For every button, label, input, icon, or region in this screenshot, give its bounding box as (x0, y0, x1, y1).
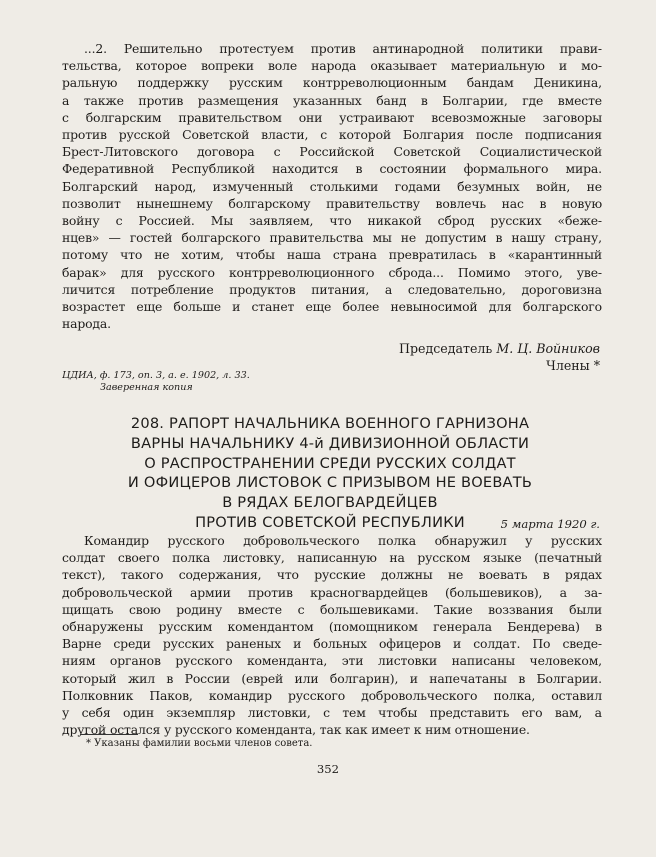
heading-line: И ОФИЦЕРОВ ЛИСТОВОК С ПРИЗЫВОМ НЕ ВОЕВАТЬ (127, 474, 533, 492)
text-line: текст), такого содержания, что русские должны не воевать в рядах (62, 567, 602, 583)
text-line: солдат своего полка листовку, написанную на русском языке (печатный (62, 550, 602, 566)
heading-line: ВАРНЫ НАЧАЛЬНИКУ 4-й ДИВИЗИОННОЙ ОБЛАСТИ (130, 434, 530, 452)
text-line: барак» для русского контрреволюционного сброда... Помимо этого, уве- (62, 264, 602, 280)
signature-members: Члены * (546, 358, 600, 373)
page-number: 352 (316, 762, 340, 776)
document-date: 5 марта 1920 г. (500, 517, 600, 531)
archive-copy-note: Заверенная копия (100, 382, 193, 393)
text-line: Болгарский народ, измученный столькими годами безумных войн, не (62, 178, 602, 194)
text-line: народа. (62, 316, 111, 332)
heading-line: О РАСПРОСТРАНЕНИИ СРЕДИ РУССКИХ СОЛДАТ (144, 454, 516, 472)
text-line: нцев» — гостей болгарского правительства мы не допустим в нашу страну, (62, 230, 602, 246)
footnote-rule (80, 734, 138, 735)
text-line: потому что не хотим, чтобы наша страна превратилась в «карантинный (62, 247, 602, 263)
text-line: позволит нынешнему болгарскому правительству вовлечь нас в новую (62, 195, 602, 211)
resolution-paragraph (62, 40, 602, 332)
text-line: Федеративной Республикой находится в состоянии формального мира. (62, 161, 602, 177)
text-line: щищать свою родину вместе с большевиками. Такие воззвания были (62, 601, 602, 617)
text-line: войну с Россией. Мы заявляем, что никакой сброд русских «беже- (62, 213, 602, 229)
signature-title: Председатель (398, 341, 493, 356)
archive-reference: ЦДИА, ф. 173, оп. 3, а. е. 1902, л. 33. (62, 370, 250, 381)
text-line: добровольческой армии против красногвардейцев (большевиков), а за- (62, 584, 602, 600)
text-line: Брест-Литовского договора с Российской Советской Социалистической (62, 144, 602, 160)
text-line: Командир русского добровольческого полка обнаружил у русских (84, 533, 602, 548)
heading-line: ПРОТИВ СОВЕТСКОЙ РЕСПУБЛИКИ (195, 513, 465, 531)
text-line: а также против размещения указанных банд в Болгарии, где вместе (62, 92, 602, 108)
text-line: тельства, которое вопреки воле народа оказывает материальную и мо- (62, 58, 602, 74)
text-line: возрастет еще больше и станет еще более невыносимой для болгарского (62, 299, 602, 315)
signature-name: М. Ц. Войников (496, 341, 600, 356)
text-line: у себя один экземпляр листовки, с тем чтобы представить его вам, а (62, 705, 602, 721)
text-line: ниям органов русского коменданта, эти листовки написаны человеком, (62, 653, 602, 669)
text-line: обнаружены русским комендантом (помощником генерала Бендерева) в (62, 619, 602, 635)
text-line: с болгарским правительством они устраивают всевозможные заговоры (62, 109, 602, 125)
text-line: Варне среди русских раненых и больных офицеров и солдат. По сведе- (62, 636, 602, 652)
signature-chairman (399, 340, 600, 358)
footnote: * Указаны фамилии восьми членов совета. (86, 738, 313, 749)
text-line: ...2. Решительно протестуем против антинародной политики прави- (84, 41, 602, 56)
text-line: ральную поддержку русским контрреволюционным бандам Деникина, (62, 75, 602, 91)
heading-line: 208. РАПОРТ НАЧАЛЬНИКА ВОЕННОГО ГАРНИЗОНА (130, 415, 530, 432)
heading-line: В РЯДАХ БЕЛОГВАРДЕЙЦЕВ (222, 494, 438, 512)
text-line: Полковник Паков, командир русского добровольческого полка, оставил (62, 687, 602, 703)
text-line: личится потребление продуктов питания, а следовательно, дороговизна (62, 281, 602, 297)
report-paragraph (62, 532, 602, 738)
text-line: против русской Советской власти, с которой Болгария после подписания (62, 127, 602, 143)
document-heading (40, 414, 620, 533)
text-line: который жил в России (еврей или болгарин), и напечатаны в Болгарии. (62, 670, 602, 686)
text-line: другой остался у русского коменданта, так как имеет к ним отношение. (62, 722, 530, 738)
